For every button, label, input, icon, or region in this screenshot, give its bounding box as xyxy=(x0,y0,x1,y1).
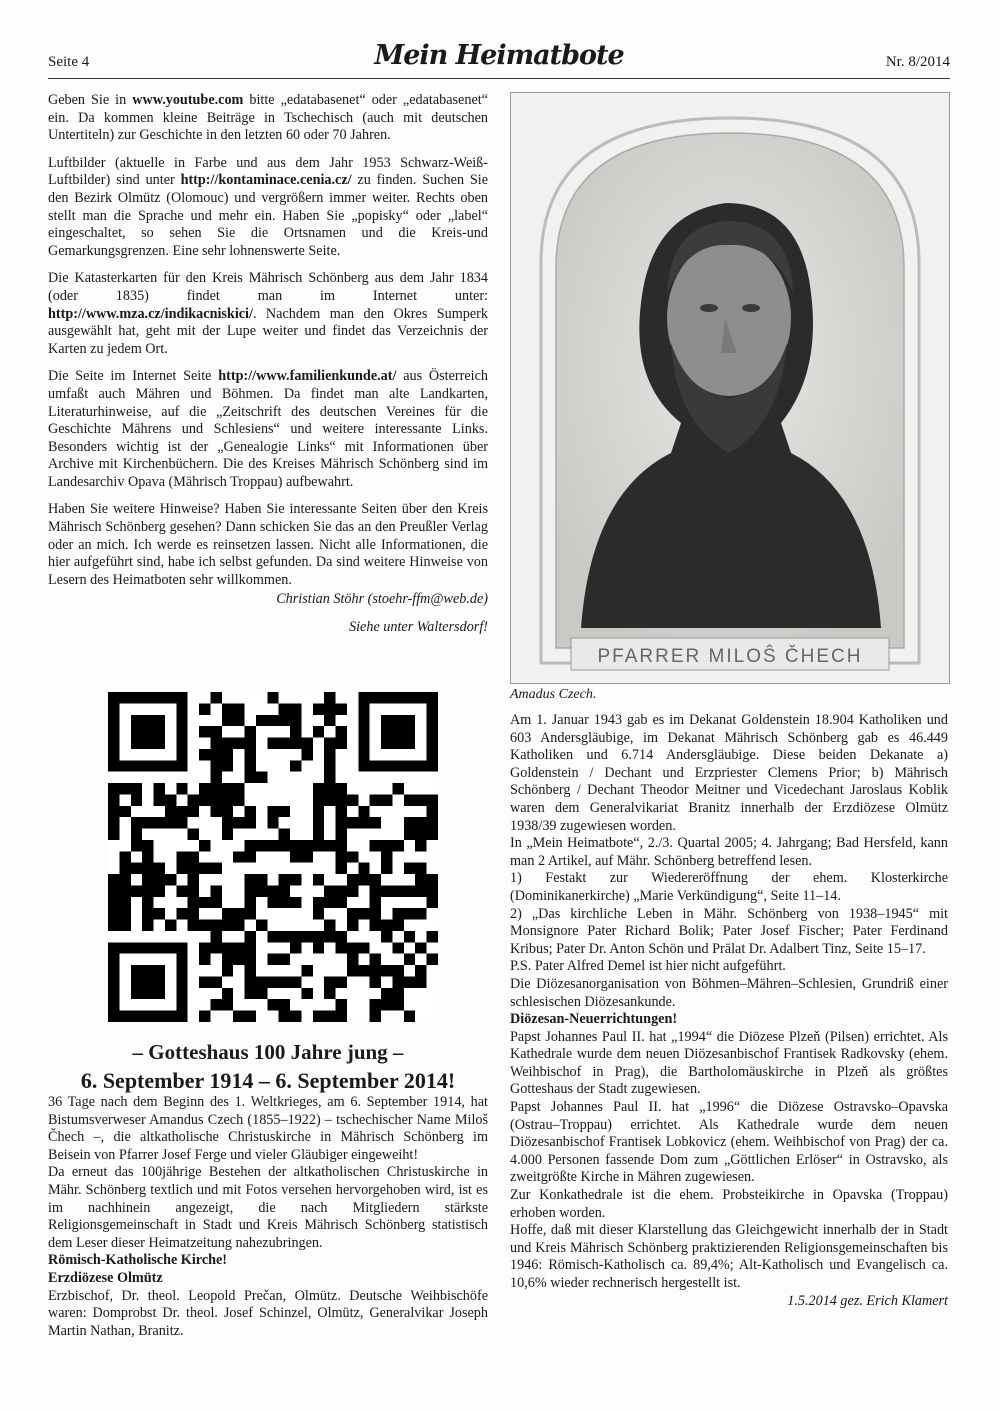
paragraph-katasterkarten: Die Katasterkarten für den Kreis Mährisch Schönberg aus dem Jahr 1834 (oder 1835) findet man im Internet unter: http://www.mza.cz/indikacniskici/. Nachdem man den Okres Sumperk ausgewählt hat, geht mit der Lupe weiter und findet das Verzeichnis der Karten zu jedem Ort. xyxy=(48,270,488,357)
signoff: 1.5.2014 gez. Erich Klamert xyxy=(787,1292,948,1309)
section-heading-diozesan: Diözesan-Neuerrichtungen! xyxy=(510,1011,678,1028)
article-paragraph-1: 36 Tage nach dem Beginn des 1. Weltkrieges, am 6. September 1914, hat Bistumsverweser Amandus Czech (1855–1922) – tschechischer Name Miloš Čhech –, die altkatholische Christuskirche in Mährisch Schönberg im Beisein von Pfarrer Josef Ferge und vieler Gläubiger eingeweiht! xyxy=(48,1094,488,1163)
right-paragraph-1: Am 1. Januar 1943 gab es im Dekanat Goldenstein 18.904 Katholiken und 603 Andersgläubige, im Dekanat Mährisch Schönberg gab es 46.449 Katholiken und 6.714 Andersgläubige. Diese beiden Dekanate a) Goldenstein / Dechant und Erzpriester Clemens Prior; b) Mährisch Schönberg / Dechant Theodor Meitner und Vicedechant Jaroslaus Koblik waren dem Generalvikariat Branitz innerhalb der Erzdiözese Olmütz 1938/39 zugewiesen worden. xyxy=(510,712,948,834)
issue-number: Nr. 8/2014 xyxy=(885,54,950,70)
right-paragraph-5: P.S. Pater Alfred Demel ist hier nicht aufgeführt. xyxy=(510,958,786,975)
right-paragraph-6: Die Diözesanorganisation von Böhmen–Mähren–Schlesien, Grundriß einer schlesischen Diözesankunde. xyxy=(510,975,948,1010)
link-youtube[interactable]: www.youtube.com xyxy=(132,92,244,108)
right-paragraph-10: Hoffe, daß mit dieser Klarstellung das Gleichgewicht innerhalb der in Stadt und Kreis Mährisch Schönberg praktizierenden Religionsgemeinschaften bis 1946: Römisch-Katholisch ca. 89,4%; Alt-Katholisch und Evangelisch ca. 10,6% wieder rechnerisch hergestellt ist. xyxy=(510,1222,948,1291)
header-rule xyxy=(48,78,950,79)
paragraph-familienkunde: Die Seite im Internet Seite http://www.familienkunde.at/ aus Österreich umfaßt auch Mähren und Böhmen. Da findet man alte Landkarten, Literaturhinweise, auf die „Zeitschrift des deutschen Vereines für die Geschichte Mährens und Schlesiens“ und weitere interessante Links. Besonders wichtig ist der „Genealogie Links“ mit Informationen über Archive mit Kirchenbüchern. Die des Kreises Mährisch Schönberg sind im Landesarchiv Opava (Mährisch Troppau) aufbewahrt. xyxy=(48,368,488,490)
paragraph-youtube: Geben Sie in www.youtube.com bitte „edatabasenet“ oder „edatabasenet“ ein. Da kommen kleine Beiträge in Tschechisch (auch mit deutschen Untertiteln) zur Geschichte in den letzten 60 oder 70 Jahren. xyxy=(48,92,488,144)
right-paragraph-4: 2) „Das kirchliche Leben in Mähr. Schönberg von 1938–1945“ mit Monsignore Pater Richard Bolik; Pater Josef Fischer; Pater Ferdinand Kribus; Pater Dr. Anton Schön und Prälat Dr. Adalbert Tinz, Seite 15–17. xyxy=(510,905,948,957)
article-headline: – Gotteshaus 100 Jahre jung – xyxy=(132,1040,404,1064)
page-number: Seite 4 xyxy=(48,54,90,70)
paragraph-hinweise: Haben Sie weitere Hinweise? Haben Sie interessante Seiten über den Kreis Mährisch Schönberg gesehen? Dann schicken Sie das an den Preußler Verlag oder an mich. Ich werde es reinsetzen lassen. Nicht alle Informationen, die hier aufgeführt sind, habe ich selbst gefunden. Da sind weitere Hinweise von Lesern des Heimatboten sehr willkommen. xyxy=(48,501,488,588)
right-paragraph-9: Zur Konkathedrale ist die ehem. Probsteikirche in Opavska (Troppau) erhoben worden. xyxy=(510,1187,948,1221)
right-paragraph-3: 1) Festakt zur Wiedereröffnung der ehem. Klosterkirche (Dominikanerkirche) „Marie Verkündigung“, Seite 11–14. xyxy=(510,870,948,904)
signature-author: Christian Stöhr (stoehr-ffm@web.de) xyxy=(276,591,488,608)
right-column xyxy=(510,712,948,1310)
qr-code[interactable] xyxy=(108,692,438,1022)
right-paragraph-2: In „Mein Heimatbote“, 2./3. Quartal 2005; 4. Jahrgang; Bad Hersfeld, kann man 2 Artikel, auf Mähr. Schönberg betreffend lesen. xyxy=(510,835,948,869)
left-column xyxy=(48,92,488,647)
page-header xyxy=(48,40,950,80)
right-paragraph-7: Papst Johannes Paul II. hat „1994“ die Diözese Plzeň (Pilsen) errichtet. Als Kathedrale wurde dem neuen Diözesanbischof Frantisek Radkovsky (ehem. Weihbischof in Prag), die Bartholomäuskirche in Plzeň als größtes Gotteshaus der Stadt zugewiesen. xyxy=(510,1028,948,1098)
photo-plaque: PFARRER MILOŜ ČHECH xyxy=(597,646,863,667)
article-subheadline: 6. September 1914 – 6. September 2014! xyxy=(80,1068,456,1093)
link-mza[interactable]: http://www.mza.cz/indikacniskici/ xyxy=(48,305,253,322)
photo-caption: Amadus Czech. xyxy=(510,687,597,702)
right-paragraph-8: Papst Johannes Paul II. hat „1996“ die Diözese Ostravsko–Opavska (Ostrau–Troppau) errichtet. Als Kathedrale wurde dem neuen Diözesanbischof Frantisek Lobkovicz (ehem. Weihbischof von Prag) der ca. 4.000 Personen fassende Dom zum „Göttlichen Erlöser“ in Ostravsko, als zweitgrößte Kirche in Mähren zugewiesen. xyxy=(510,1099,948,1186)
article-paragraph-2: Da erneut das 100jährige Bestehen der altkatholischen Christuskirche in Mähr. Schönberg textlich und mit Fotos versehen hervorgehoben wird, ist es im nachhinein angezeigt, die nach Mitgliedern stärkste Religionsgemeinschaft in Stadt und Kreis Mährisch Schönberg statistisch dem Leser dieser Heimatzeitung nahezubringen. xyxy=(48,1164,488,1251)
article-body xyxy=(48,1094,488,1340)
link-kontaminace[interactable]: http://kontaminace.cenia.cz/ xyxy=(180,172,352,189)
link-familienkunde[interactable]: http://www.familienkunde.at/ xyxy=(218,368,397,385)
signature-note: Siehe unter Waltersdorf! xyxy=(349,619,488,636)
paragraph-luftbilder: Luftbilder (aktuelle in Farbe und aus dem Jahr 1953 Schwarz-Weiß-Luftbilder) sind unter http://kontaminace.cenia.cz/ zu finden. Suchen Sie den Bezirk Olmütz (Olomouc) und vergrößern immer weiter. Rechts oben stellt man die Sprache und mehr ein. Haben Sie „popisky“ oder „label“ eingeschaltet, so sehen Sie die Ortsnamen und die Kreis-und Gemarkungsgrenzen. Eine sehr lohnenswerte Seite. xyxy=(48,154,489,259)
section-heading-catholic: Römisch-Katholische Kirche! xyxy=(48,1252,228,1269)
section-heading-olmuetz: Erzdiözese Olmütz xyxy=(48,1269,163,1286)
newspaper-title: Mein Heimatbote xyxy=(374,40,624,71)
portrait-photo xyxy=(510,92,950,684)
article-paragraph-3: Erzbischof, Dr. theol. Leopold Prečan, Olmütz. Deutsche Weihbischöfe waren: Domprobst Dr. theol. Josef Schinzel, Olmütz, Generalvikar Joseph Martin Nathan, Branitz. xyxy=(48,1287,488,1339)
